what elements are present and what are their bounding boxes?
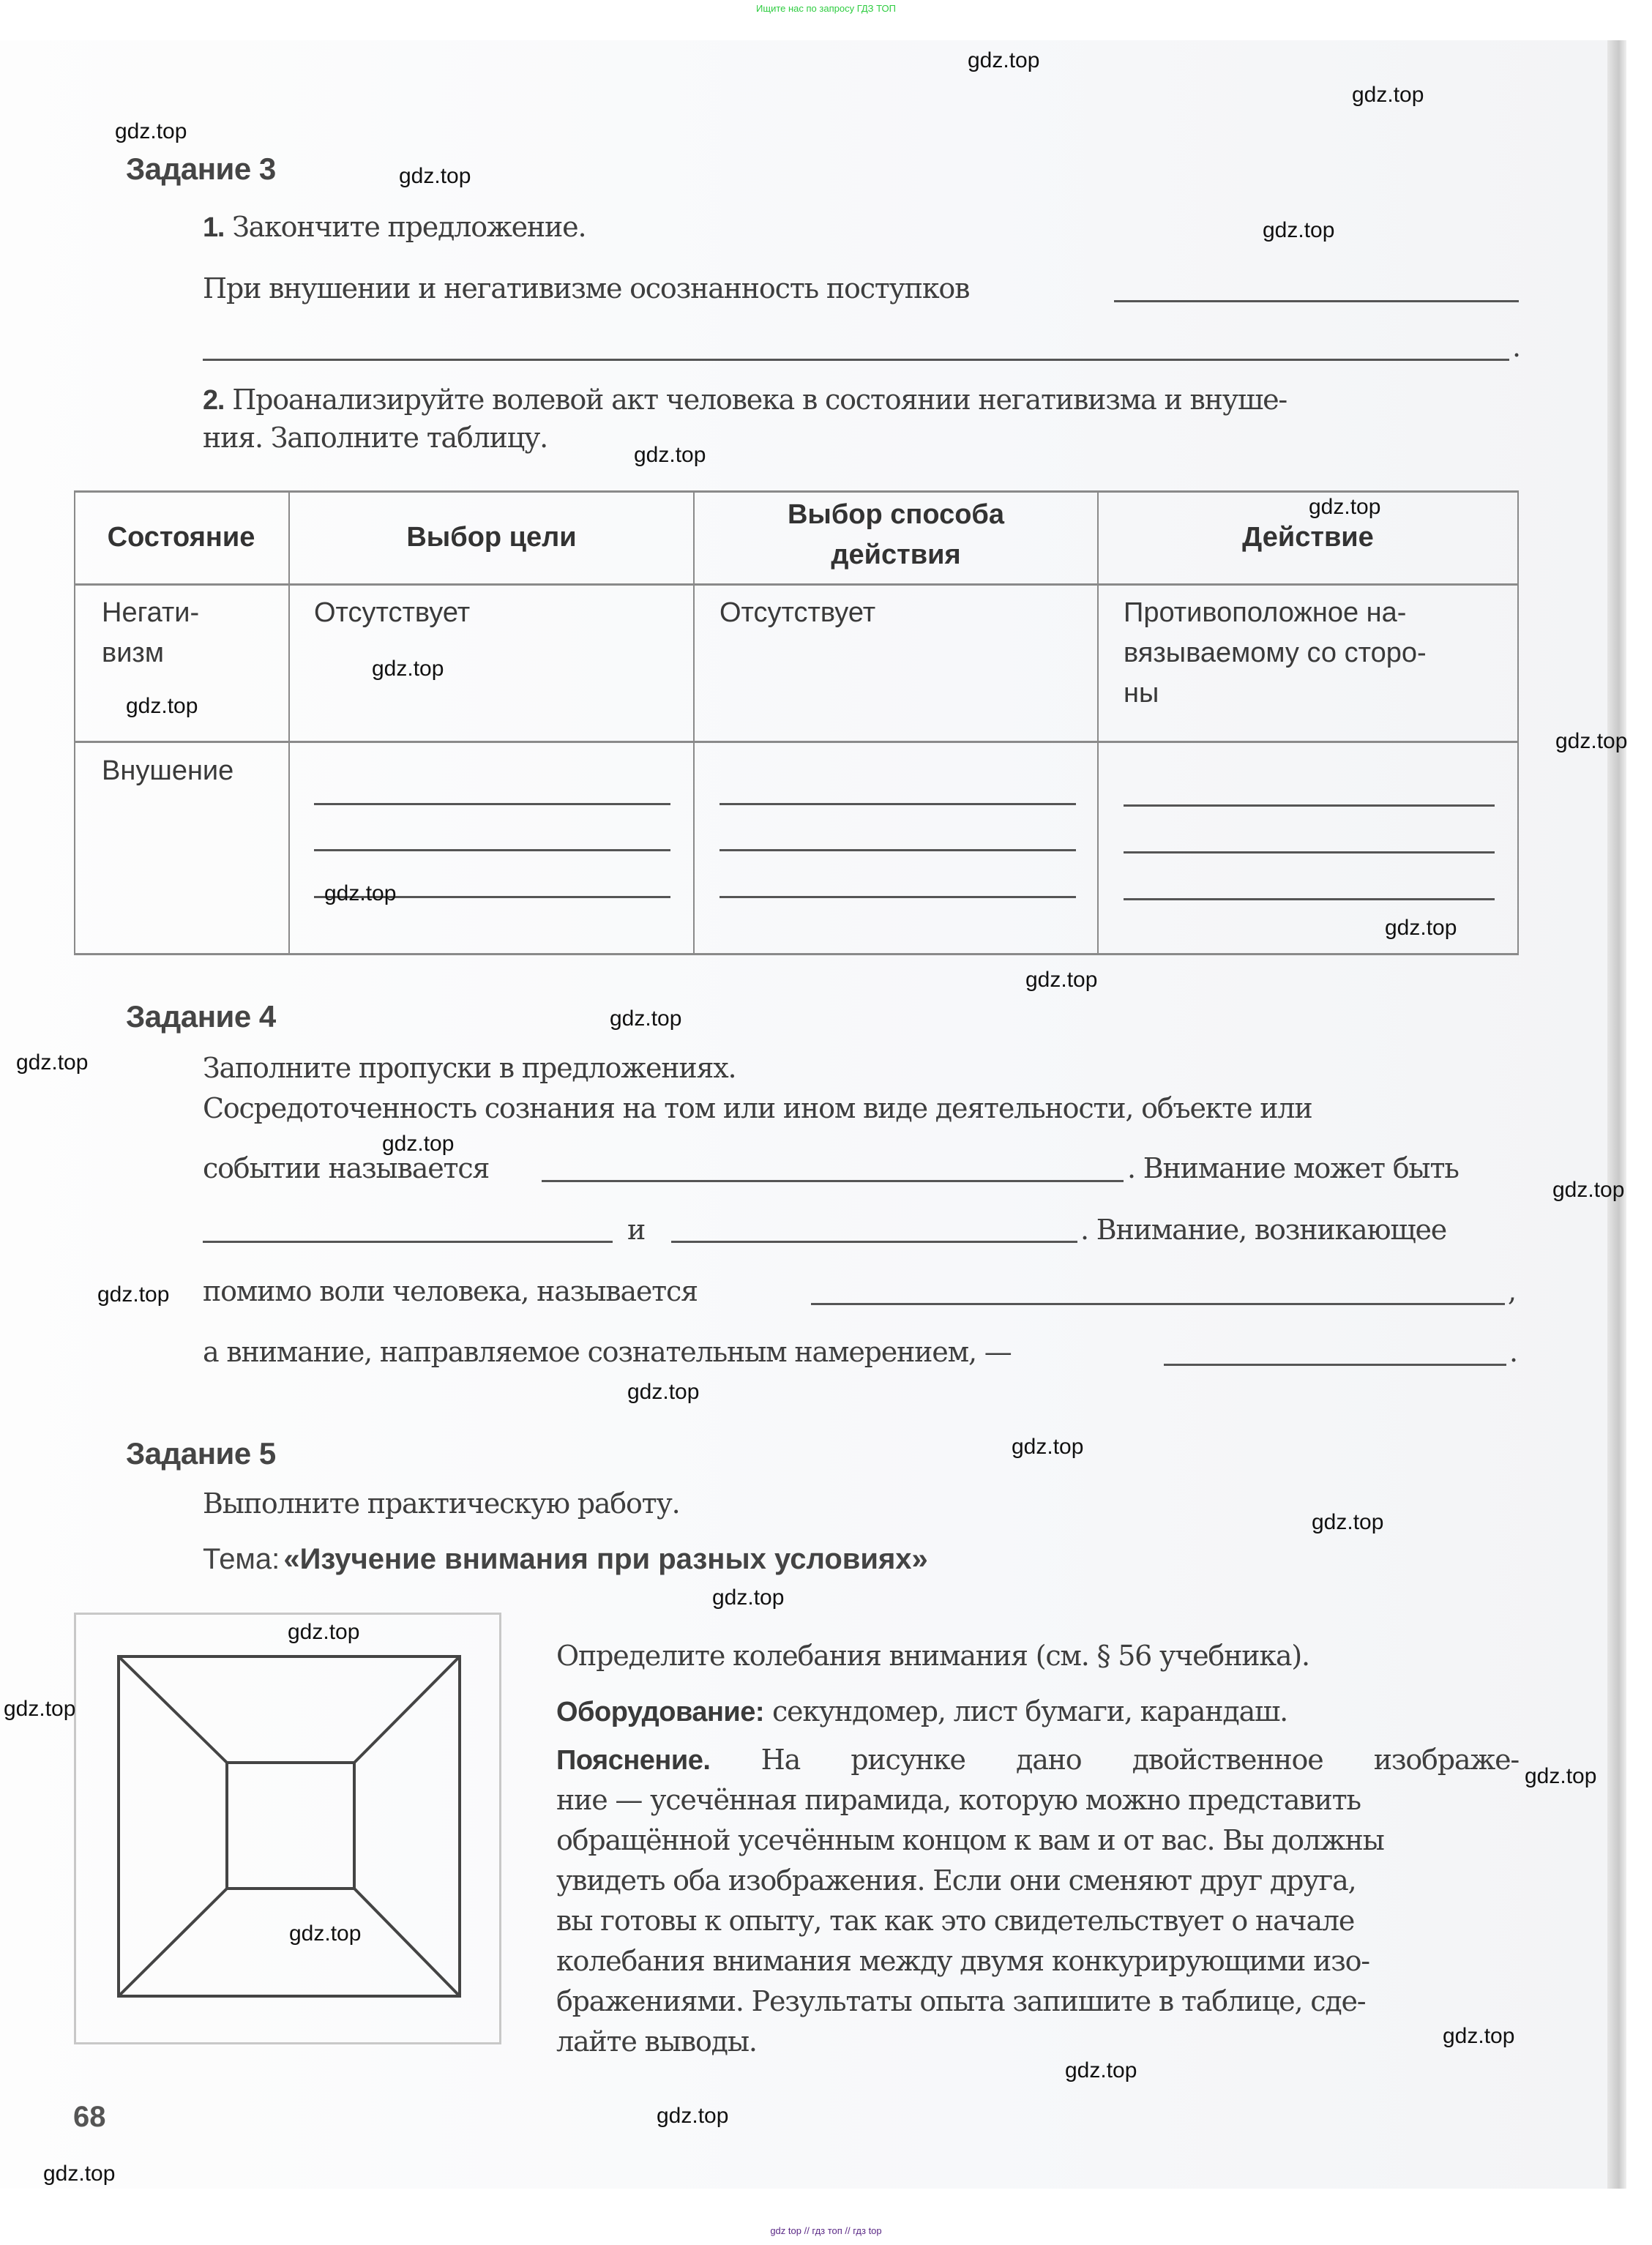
task4-blank-term[interactable] xyxy=(542,1180,1124,1182)
truncated-pyramid-figure xyxy=(74,1613,501,2044)
table-row2-method-blank-1[interactable] xyxy=(720,803,1076,805)
task5-title: Задание 5 xyxy=(126,1436,276,1471)
table-header-method-line2: действия xyxy=(831,539,961,570)
task4-blank-voluntary[interactable] xyxy=(1164,1364,1506,1366)
task3-item1-number: 1. xyxy=(203,212,225,243)
watermark: gdz.top xyxy=(1555,729,1628,753)
task4-blank-type1[interactable] xyxy=(203,1241,613,1243)
task5-explanation-text-1: На рисунке дано двойственное изображе- xyxy=(760,1744,1520,1776)
table-border-right xyxy=(1517,490,1519,955)
watermark: gdz.top xyxy=(1309,495,1381,519)
table-row1-goal: Отсутствует xyxy=(314,597,471,628)
table-row2-action-blank-2[interactable] xyxy=(1124,851,1495,853)
watermark: gdz.top xyxy=(634,443,706,467)
task5-explanation-line5: вы готовы к опыту, так как это свидетельствует о начале xyxy=(556,1905,1355,1937)
task5-theme-title: «Изучение внимания при разных условиях» xyxy=(283,1543,928,1575)
watermark: gdz.top xyxy=(1552,1178,1625,1202)
table-header-method xyxy=(695,495,1097,575)
watermark: gdz.top xyxy=(1352,83,1424,107)
site-bottom-banner: gdz top // гдз топ // гдз top xyxy=(770,2225,882,2236)
task3-item2-line1 xyxy=(203,384,1287,416)
task4-line2-a: событии называется xyxy=(203,1152,490,1184)
task4-instruction: Заполните пропуски в предложениях. xyxy=(203,1052,736,1084)
task5-explanation-line2: ние — усечённая пирамида, которую можно представить xyxy=(556,1784,1361,1816)
table-border-bottom xyxy=(74,953,1519,955)
watermark: gdz.top xyxy=(627,1380,700,1404)
task3-item2-number: 2. xyxy=(203,385,225,416)
task4-title: Задание 4 xyxy=(126,999,276,1034)
volition-table xyxy=(74,490,1519,955)
watermark: gdz.top xyxy=(1263,218,1335,242)
task4-line5-b: . xyxy=(1509,1336,1517,1368)
table-row1-action-line1: Противоположное на- xyxy=(1124,597,1407,628)
task4-line4-a: помимо воли человека, называется xyxy=(203,1275,698,1307)
watermark: gdz.top xyxy=(115,119,187,143)
table-header-method-line1: Выбор способа xyxy=(787,499,1005,530)
table-row2-goal-blank-1[interactable] xyxy=(314,803,670,805)
pyramid-inner-square xyxy=(227,1763,354,1889)
watermark: gdz.top xyxy=(399,164,471,188)
watermark: gdz.top xyxy=(610,1006,682,1031)
watermark: gdz.top xyxy=(712,1585,785,1610)
watermark: gdz.top xyxy=(372,657,444,681)
site-top-banner: Ищите нас по запросу ГДЗ ТОП xyxy=(756,3,896,14)
table-col-divider-3 xyxy=(1097,490,1099,955)
page-edge-shadow xyxy=(1607,40,1626,2189)
task3-title: Задание 3 xyxy=(126,152,276,186)
table-row1-state xyxy=(102,593,199,673)
table-border-top xyxy=(74,490,1519,493)
table-row2-action-blank-3[interactable] xyxy=(1124,898,1495,900)
watermark: gdz.top xyxy=(382,1132,455,1156)
table-border-left xyxy=(74,490,75,955)
watermark: gdz.top xyxy=(1525,1764,1597,1788)
watermark: gdz.top xyxy=(1312,1510,1384,1534)
answer-blank-line-1[interactable] xyxy=(1114,300,1519,302)
task5-instruction: Выполните практическую работу. xyxy=(203,1487,680,1520)
task4-line3-and: и xyxy=(627,1214,646,1246)
task4-line3-b: . Внимание, возникающее xyxy=(1080,1214,1447,1246)
task3-item1-text: Закончите предложение. xyxy=(232,211,586,243)
task3-item2-line2: ния. Заполните таблицу. xyxy=(203,422,548,454)
watermark: gdz.top xyxy=(968,48,1040,72)
task5-equipment xyxy=(556,1695,1287,1728)
task5-equipment-label: Оборудование: xyxy=(556,1697,765,1727)
answer-blank-line-2[interactable] xyxy=(203,359,1509,361)
task5-explanation-line3: обращённой усечённым концом к вам и от вас. Вы должны xyxy=(556,1824,1384,1856)
watermark: gdz.top xyxy=(1385,916,1457,940)
table-row1-state-line1: Негати- xyxy=(102,597,200,628)
task5-explanation-line6: колебания внимания между двумя конкурирующими изо- xyxy=(556,1945,1369,1977)
task3-item1-end-punct: . xyxy=(1512,331,1520,363)
task5-explanation-line1 xyxy=(556,1744,1519,1777)
table-col-divider-1 xyxy=(288,490,290,955)
table-row2-action-blank-1[interactable] xyxy=(1124,804,1495,807)
task4-blank-involuntary[interactable] xyxy=(811,1303,1505,1305)
task5-equipment-text: секундомер, лист бумаги, карандаш. xyxy=(771,1695,1288,1727)
table-row2-method-blank-2[interactable] xyxy=(720,849,1076,851)
watermark: gdz.top xyxy=(1025,968,1098,992)
table-row1-action-line2: вязываемому со сторо- xyxy=(1124,638,1427,668)
table-header-goal: Выбор цели xyxy=(406,522,577,553)
table-row1-action-line3: ны xyxy=(1124,678,1159,709)
table-border-header xyxy=(74,583,1519,586)
task5-explanation-line8: лайте выводы. xyxy=(556,2025,757,2058)
task3-item2-text: Проанализируйте волевой акт человека в состоянии негативизма и внуше- xyxy=(232,384,1287,416)
watermark: gdz.top xyxy=(126,694,198,718)
watermark: gdz.top xyxy=(288,1620,360,1644)
watermark: gdz.top xyxy=(1443,2024,1515,2048)
watermark: gdz.top xyxy=(1065,2058,1137,2082)
watermark: gdz.top xyxy=(1012,1435,1084,1459)
task5-explanation-line4: увидеть оба изображения. Если они сменяют друг друга, xyxy=(556,1864,1356,1897)
task5-theme-label: Тема: xyxy=(203,1543,280,1575)
task3-item1-sentence: При внушении и негативизме осознанность поступков xyxy=(203,272,970,305)
table-row1-method: Отсутствует xyxy=(720,597,876,628)
task5-explanation-line7: бражениями. Результаты опыта запишите в таблице, сде- xyxy=(556,1985,1366,2017)
task4-blank-type2[interactable] xyxy=(671,1241,1077,1243)
watermark: gdz.top xyxy=(16,1050,89,1075)
task4-line4-b: , xyxy=(1508,1275,1516,1307)
task4-line1: Сосредоточенность сознания на том или ином виде деятельности, объекте или xyxy=(203,1092,1312,1124)
task4-line5-a: а внимание, направляемое сознательным намерением, — xyxy=(203,1336,1012,1368)
table-row2-state: Внушение xyxy=(102,755,234,786)
watermark: gdz.top xyxy=(43,2162,116,2186)
task5-explanation-label: Пояснение. xyxy=(556,1745,711,1776)
watermark: gdz.top xyxy=(289,1921,362,1946)
table-row2-method-blank-3[interactable] xyxy=(720,896,1076,898)
task3-item1-instruction xyxy=(203,211,586,244)
table-header-state: Состояние xyxy=(107,522,255,553)
watermark: gdz.top xyxy=(324,881,397,905)
table-border-row1 xyxy=(74,741,1519,743)
task4-line2-b: . Внимание может быть xyxy=(1127,1152,1459,1184)
table-row2-goal-blank-2[interactable] xyxy=(314,849,670,851)
watermark: gdz.top xyxy=(4,1697,76,1721)
table-row1-action xyxy=(1124,593,1427,714)
task5-goal: Определите колебания внимания (см. § 56 учебника). xyxy=(556,1640,1309,1672)
table-row1-state-line2: визм xyxy=(102,638,164,668)
table-header-action: Действие xyxy=(1242,522,1374,553)
watermark: gdz.top xyxy=(97,1282,170,1307)
page-number: 68 xyxy=(73,2101,106,2133)
task5-theme xyxy=(203,1543,928,1576)
watermark: gdz.top xyxy=(657,2104,729,2128)
